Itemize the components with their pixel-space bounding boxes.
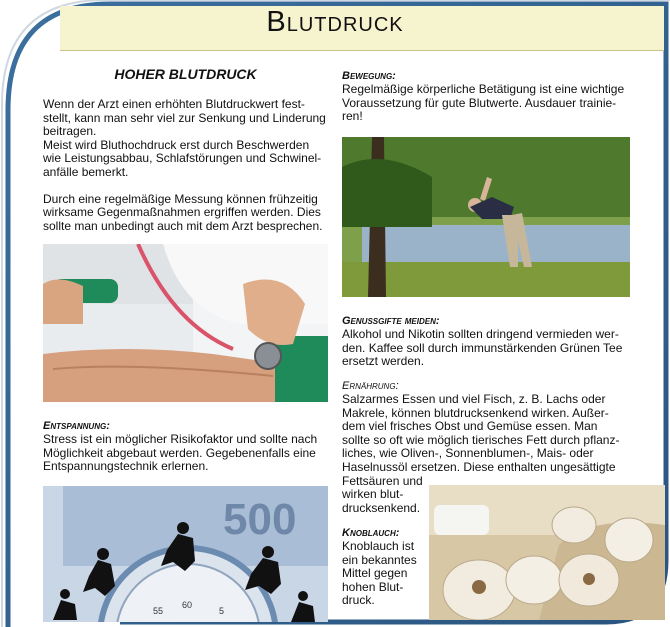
text-line: Fettsäuren und xyxy=(342,473,423,488)
text-line: Meist wird Bluthochdruck erst durch Beschwerden xyxy=(43,137,310,152)
text-line: Alkohol und Nikotin sollten dringend vermieden wer- xyxy=(342,327,619,341)
text-line: Stress ist ein möglicher Risikofaktor und sollte nach xyxy=(43,432,318,446)
text-line: Voraussetzung für gute Blutwerte. Ausdauer trainie- xyxy=(342,95,617,110)
relaxation-section xyxy=(43,420,328,474)
text-line: Mittel gegen xyxy=(342,566,408,581)
text-line: ren! xyxy=(342,109,363,124)
text-line: Entspannungstechnik erlernen. xyxy=(43,459,209,474)
stimulants-title: Genussgifte meiden: xyxy=(342,315,440,327)
intro-text xyxy=(43,98,328,180)
text-line: drucksenkend. xyxy=(342,500,421,515)
text-line: ersetzt werden. xyxy=(342,354,425,369)
text-line: Haselnussöl ersetzen. Diese enthalten ungesättigte xyxy=(342,459,616,474)
text-line: wie Leistungsabbau, Schlafstörungen und Schwinel- xyxy=(43,151,322,166)
text-line: wirksame Gegenmaßnahmen ergriffen werden. Dies xyxy=(43,205,321,220)
garlic-title: Knoblauch: xyxy=(342,527,400,539)
dial-number: 60 xyxy=(182,600,193,610)
text-line: druck. xyxy=(342,593,375,608)
text-line: sollte so oft wie möglich tierisches Fett durch pflanz- xyxy=(342,432,620,447)
page-title: Blutdruck xyxy=(266,6,404,38)
exercise-title: Bewegung: xyxy=(342,70,396,82)
text-line: beitragen. xyxy=(43,124,97,139)
garlic-photo xyxy=(429,485,665,620)
text-line: Möglichkeit abgebaut werden. Gegebenenfalls eine xyxy=(43,445,316,460)
text-line: Durch eine regelmäßige Messung können frühzeitig xyxy=(43,191,318,206)
main-heading: HOHER BLUTDRUCK xyxy=(114,66,257,82)
text-line: den. Kaffee soll durch immunstärkenden Grünen Tee xyxy=(342,340,623,355)
text-line: stellt, kann man sehr viel zur Senkung und Linderung xyxy=(43,110,326,125)
text-line: ein bekanntes xyxy=(342,552,417,567)
text-line: anfälle bemerkt. xyxy=(43,164,129,179)
text-line: Regelmäßige körperliche Betätigung ist eine wichtige xyxy=(342,82,625,96)
right-column xyxy=(342,70,630,124)
relaxation-title: Entspannung: xyxy=(43,420,110,432)
left-column xyxy=(43,66,328,233)
garlic-section xyxy=(342,527,432,608)
banknote-value: 500 xyxy=(223,495,297,544)
text-line: Makrele, können blutdrucksenkend wirken. Außer- xyxy=(342,405,609,420)
text-line: Knoblauch ist xyxy=(342,539,415,553)
text-line: wirken blut- xyxy=(342,487,404,502)
blood-pressure-photo xyxy=(43,244,328,402)
dial-number: 55 xyxy=(153,606,164,616)
nutrition-title: Ernährung: xyxy=(342,380,399,392)
dial-number: 5 xyxy=(219,606,225,616)
stimulants-section xyxy=(342,315,632,369)
text-line: Salzarmes Essen und viel Fisch, z. B. Lachs oder xyxy=(342,392,606,406)
text-line: hohen Blut- xyxy=(342,579,404,594)
stress-money-photo xyxy=(43,486,328,622)
text-line: sollte man unbedingt auch mit dem Arzt besprechen. xyxy=(43,218,323,233)
measure-text xyxy=(43,193,328,234)
text-line: dem viel frisches Obst und Gemüse essen. Man xyxy=(342,419,598,434)
text-line: Wenn der Arzt einen erhöhten Blutdruckwert fest- xyxy=(43,97,305,111)
exercise-photo xyxy=(342,137,630,297)
text-line: liches, wie Oliven-, Sonnenblumen-, Mais- oder xyxy=(342,446,594,461)
